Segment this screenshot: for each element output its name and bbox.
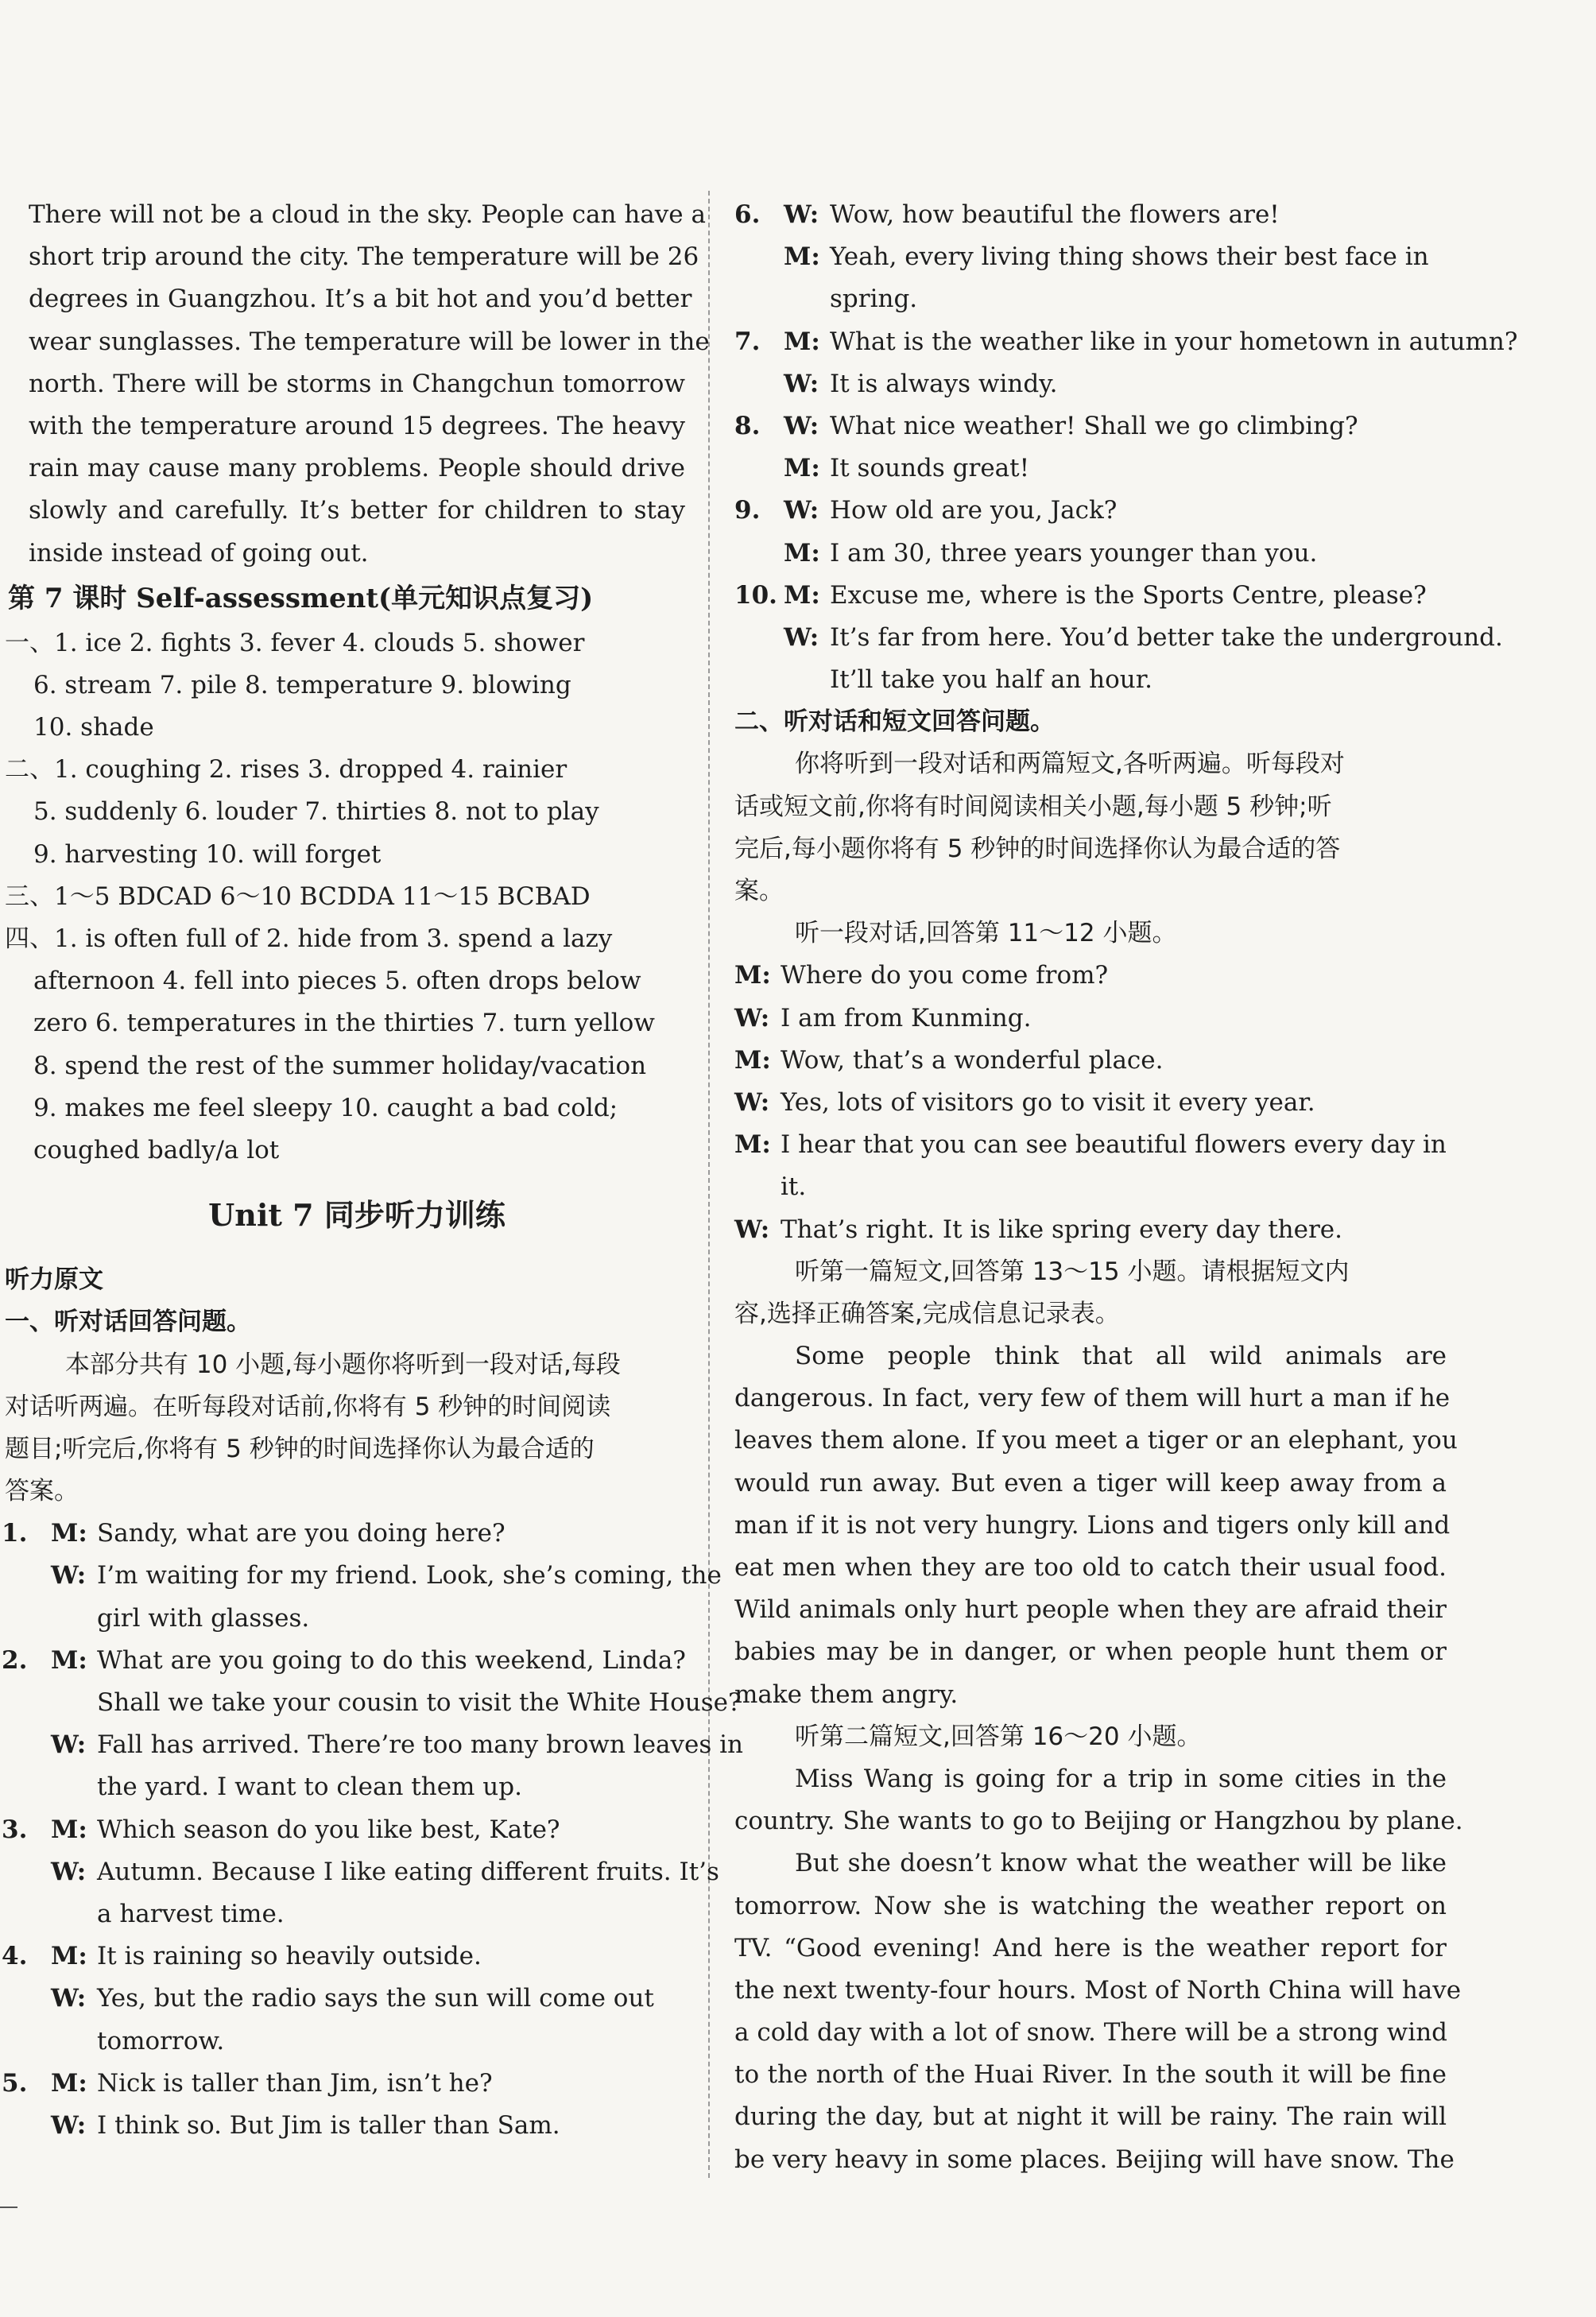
question-number: 9.: [734, 496, 761, 525]
corner-mark: [0, 2207, 17, 2208]
dialogue-text: It sounds great!: [830, 454, 1030, 483]
weather-passage: [29, 194, 710, 575]
passage-two: [734, 1758, 1463, 2181]
passage-line: during the day, but at night it will be rainy. The rain will: [734, 2102, 1447, 2132]
dialogue-line: [734, 448, 1447, 490]
passage-line: short trip around the city. The temperature will be 26: [29, 242, 699, 272]
passage-line: man if it is not very hungry. Lions and tigers only kill and: [734, 1510, 1451, 1540]
passage-line: But she doesn’t know what the weather will be like: [795, 1849, 1447, 1878]
question-number: 4.: [2, 1942, 28, 1971]
dialogue-line: [734, 194, 1447, 236]
passage1-intro: [734, 1251, 1447, 1335]
passage-line: babies may be in danger, or when people hunt them or: [734, 1637, 1447, 1667]
dialogue-text: Shall we take your cousin to visit the White House?: [97, 1688, 742, 1717]
answer-key: [5, 622, 685, 1172]
dialogue-line: [2, 1851, 719, 1893]
instruction-line: 本部分共有 10 小题,每小题你将听到一段对话,每段: [65, 1350, 621, 1379]
speaker-label: M:: [734, 961, 771, 990]
dialogue-line: [734, 659, 1447, 701]
dialogue-text: I am from Kunming.: [781, 1003, 1032, 1033]
passage-line: tomorrow. Now she is watching the weather report on: [734, 1891, 1447, 1920]
answer-line: coughed badly/a lot: [33, 1135, 280, 1164]
unit-title: Unit 7 同步听力训练: [208, 1197, 506, 1234]
passage-line: Miss Wang is going for a trip in some cities in the: [795, 1764, 1447, 1793]
speaker-label: M:: [51, 2068, 87, 2098]
instruction-line: 对话听两遍。在听每段对话前,你将有 5 秒钟的时间阅读: [5, 1392, 611, 1421]
dialogue-text: What nice weather! Shall we go climbing?: [830, 411, 1358, 440]
passage-line: degrees in Guangzhou. It’s a bit hot and you’d better: [29, 285, 692, 314]
dialogue-text: Where do you come from?: [781, 961, 1109, 990]
answer-line: 10. shade: [33, 713, 154, 742]
intro-line: 容,选择正确答案,完成信息记录表。: [734, 1299, 1120, 1328]
dialogue-text: I hear that you can see beautiful flowers every day in: [781, 1130, 1447, 1160]
passage-line: with the temperature around 15 degrees. The heavy: [29, 411, 685, 440]
dialogue-line: [2, 1513, 685, 1555]
dialogue-text: I think so. But Jim is taller than Sam.: [97, 2110, 560, 2140]
dialogue-text: What is the weather like in your hometown in autumn?: [830, 327, 1518, 356]
answer-line: 三、1～5 BDCAD 6～10 BCDDA 11～15 BCBAD: [5, 881, 591, 911]
dialogue-list: [2, 1513, 744, 2147]
dialogue-text: Yes, but the radio says the sun will come out: [97, 1984, 654, 2013]
dialogue-line: [734, 363, 1447, 405]
dialogue-line: [2, 2021, 685, 2063]
left-column: [2, 194, 744, 2147]
dialogue-line: [2, 1724, 744, 1766]
passage-line: TV. “Good evening! And here is the weather report for: [734, 1933, 1447, 1962]
dialogue-text: Excuse me, where is the Sports Centre, please?: [830, 580, 1427, 610]
dialogue-text: What are you going to do this weekend, Linda?: [97, 1645, 686, 1675]
passage-line: be very heavy in some places. Beijing will have snow. The: [734, 2145, 1455, 2174]
passage2-intro: 听第二篇短文,回答第 16～20 小题。: [795, 1722, 1202, 1751]
dialogue-text: It’ll take you half an hour.: [830, 665, 1153, 695]
question-number: 3.: [2, 1815, 28, 1844]
dialogue-list: [734, 194, 1518, 701]
dialogue-text: Which season do you like best, Kate?: [97, 1815, 560, 1844]
speaker-label: M:: [51, 1519, 87, 1548]
question-number: 2.: [2, 1645, 28, 1675]
speaker-label: W:: [784, 622, 819, 652]
dialogue-line: [2, 1809, 685, 1851]
dialogue-line: [2, 1978, 685, 2020]
speaker-label: W:: [734, 1003, 770, 1033]
dialogue-text: I’m waiting for my friend. Look, she’s coming, the: [97, 1561, 722, 1591]
dialogue-line: [734, 955, 1447, 997]
part1-instructions: [5, 1344, 685, 1513]
dialogue-line: [2, 1935, 685, 1978]
instruction-line: 答案。: [5, 1477, 79, 1506]
speaker-label: M:: [51, 1645, 87, 1675]
dialogue-line: [734, 278, 1447, 320]
dialogue-text: Yeah, every living thing shows their best face in: [830, 242, 1429, 272]
answer-line: 5. suddenly 6. louder 7. thirties 8. not to play: [33, 797, 599, 827]
passage-line: inside instead of going out.: [29, 538, 369, 568]
answer-line: zero 6. temperatures in the thirties 7. turn yellow: [33, 1009, 655, 1038]
part1-heading: 一、听对话回答问题。: [5, 1308, 251, 1337]
speaker-label: W:: [51, 1730, 87, 1760]
dialogue-line: [2, 1555, 722, 1597]
dialogue-text: Autumn. Because I like eating different fruits. It’s: [97, 1857, 719, 1886]
speaker-label: W:: [51, 2110, 87, 2140]
dialogue-text: Wow, how beautiful the flowers are!: [830, 200, 1280, 229]
dialogue-text: How old are you, Jack?: [830, 496, 1118, 525]
passage-line: country. She wants to go to Beijing or Hangzhou by plane.: [734, 1807, 1463, 1836]
speaker-label: W:: [734, 1215, 770, 1244]
speaker-label: W:: [51, 1561, 87, 1591]
right-column: [734, 194, 1518, 2181]
dialogue-line: [2, 2105, 685, 2147]
listening-heading: 听力原文: [5, 1265, 103, 1295]
passage-one: [734, 1335, 1458, 1716]
speaker-label: M:: [784, 538, 820, 568]
answer-line: 一、1. ice 2. fights 3. fever 4. clouds 5. shower: [5, 628, 585, 657]
passage-line: make them angry.: [734, 1680, 959, 1709]
dialogue-text: tomorrow.: [97, 2026, 225, 2055]
speaker-label: M:: [784, 327, 820, 356]
dialogue-line: [734, 405, 1447, 448]
question-number: 8.: [734, 411, 761, 440]
dialogue-text: That’s right. It is like spring every day there.: [781, 1215, 1342, 1244]
question-number: 6.: [734, 200, 761, 229]
answer-line: 9. makes me feel sleepy 10. caught a bad cold;: [33, 1093, 618, 1122]
dialogue-text: Wow, that’s a wonderful place.: [781, 1045, 1164, 1075]
passage-line: would run away. But even a tiger will keep away from a: [734, 1468, 1447, 1498]
lesson-title: 第 7 课时 Self-assessment(单元知识点复习): [8, 582, 594, 614]
dialogue-two: [734, 955, 1447, 1250]
dialogue-line: [734, 617, 1503, 659]
passage-line: There will not be a cloud in the sky. People can have a: [29, 200, 706, 229]
dialogue-text: the yard. I want to clean them up.: [97, 1773, 522, 1802]
part2-instructions: [734, 743, 1447, 912]
passage-line: north. There will be storms in Changchun tomorrow: [29, 369, 685, 398]
answer-line: 四、1. is often full of 2. hide from 3. spend a lazy: [5, 924, 613, 953]
dialogue-text: I am 30, three years younger than you.: [830, 538, 1318, 568]
speaker-label: M:: [51, 1942, 87, 1971]
speaker-label: M:: [51, 1815, 87, 1844]
dialogue-line: [2, 1640, 685, 1682]
dialogue-text: a harvest time.: [97, 1899, 285, 1928]
dialogue-text: It’s far from here. You’d better take the underground.: [830, 622, 1503, 652]
dialogue-line: [734, 1124, 1447, 1166]
dialogue-intro: 听一段对话,回答第 11～12 小题。: [795, 919, 1177, 948]
question-number: 7.: [734, 327, 761, 356]
passage-line: slowly and carefully. It’s better for children to stay: [29, 496, 685, 525]
instruction-line: 话或短文前,你将有时间阅读相关小题,每小题 5 秒钟;听: [734, 792, 1332, 821]
answer-line: 6. stream 7. pile 8. temperature 9. blowing: [33, 670, 571, 699]
speaker-label: M:: [734, 1045, 771, 1075]
answer-line: 8. spend the rest of the summer holiday/vacation: [33, 1051, 647, 1080]
speaker-label: M:: [784, 454, 820, 483]
speaker-label: W:: [51, 1857, 87, 1886]
dialogue-text: it.: [781, 1172, 807, 1202]
speaker-label: W:: [784, 200, 819, 229]
instruction-line: 完后,每小题你将有 5 秒钟的时间选择你认为最合适的答: [734, 834, 1341, 863]
passage-line: Wild animals only hurt people when they are afraid their: [734, 1595, 1447, 1625]
speaker-label: M:: [784, 242, 820, 272]
passage-line: a cold day with a lot of snow. There will be a strong wind: [734, 2018, 1448, 2048]
dialogue-text: Fall has arrived. There’re too many brown leaves in: [97, 1730, 744, 1760]
speaker-label: W:: [784, 496, 819, 525]
passage-line: rain may cause many problems. People should drive: [29, 454, 685, 483]
question-number: 10.: [734, 580, 777, 610]
intro-line: 听第一篇短文,回答第 13～15 小题。请根据短文内: [795, 1257, 1350, 1286]
dialogue-line: [2, 1766, 685, 1808]
dialogue-text: Nick is taller than Jim, isn’t he?: [97, 2068, 493, 2098]
question-number: 1.: [2, 1519, 28, 1548]
dialogue-line: [734, 575, 1447, 617]
part2-heading: 二、听对话和短文回答问题。: [734, 707, 1055, 737]
speaker-label: W:: [784, 369, 819, 398]
dialogue-text: Sandy, what are you doing here?: [97, 1519, 506, 1548]
dialogue-line: [734, 1040, 1447, 1082]
passage-line: eat men when they are too old to catch their usual food.: [734, 1553, 1447, 1582]
dialogue-text: girl with glasses.: [97, 1603, 310, 1633]
dialogue-line: [734, 490, 1447, 532]
passage-line: leaves them alone. If you meet a tiger or an elephant, you: [734, 1426, 1458, 1455]
dialogue-line: [734, 1209, 1447, 1251]
dialogue-line: [2, 1893, 685, 1935]
dialogue-line: [2, 2063, 685, 2105]
answer-line: 9. harvesting 10. will forget: [33, 839, 382, 869]
answer-line: 二、1. coughing 2. rises 3. dropped 4. rainier: [5, 755, 568, 785]
dialogue-text: spring.: [830, 285, 918, 314]
passage-line: to the north of the Huai River. In the south it will be fine: [734, 2060, 1447, 2090]
dialogue-line: [734, 1166, 1447, 1208]
dialogue-line: [2, 1598, 685, 1640]
dialogue-line: [734, 533, 1447, 575]
instruction-line: 题目;听完后,你将有 5 秒钟的时间选择你认为最合适的: [5, 1434, 595, 1463]
dialogue-text: Yes, lots of visitors go to visit it every year.: [781, 1087, 1315, 1117]
passage-line: the next twenty-four hours. Most of North China will have: [734, 1975, 1462, 2005]
passage-line: wear sunglasses. The temperature will be lower in the: [29, 327, 710, 356]
dialogue-line: [2, 1682, 742, 1724]
dialogue-line: [734, 236, 1447, 278]
dialogue-text: It is raining so heavily outside.: [97, 1942, 482, 1971]
speaker-label: W:: [734, 1087, 770, 1117]
speaker-label: W:: [51, 1984, 87, 2013]
passage-line: Some people think that all wild animals are: [795, 1342, 1447, 1371]
answer-line: afternoon 4. fell into pieces 5. often drops below: [33, 967, 641, 996]
speaker-label: W:: [784, 411, 819, 440]
instruction-line: 案。: [734, 877, 784, 905]
question-number: 5.: [2, 2068, 28, 2098]
dialogue-text: It is always windy.: [830, 369, 1058, 398]
speaker-label: M:: [784, 580, 820, 610]
speaker-label: M:: [734, 1130, 771, 1160]
passage-line: dangerous. In fact, very few of them will hurt a man if he: [734, 1384, 1451, 1413]
instruction-line: 你将听到一段对话和两篇短文,各听两遍。听每段对: [795, 750, 1345, 779]
dialogue-line: [734, 321, 1518, 363]
dialogue-line: [734, 998, 1447, 1040]
dialogue-line: [734, 1082, 1447, 1124]
